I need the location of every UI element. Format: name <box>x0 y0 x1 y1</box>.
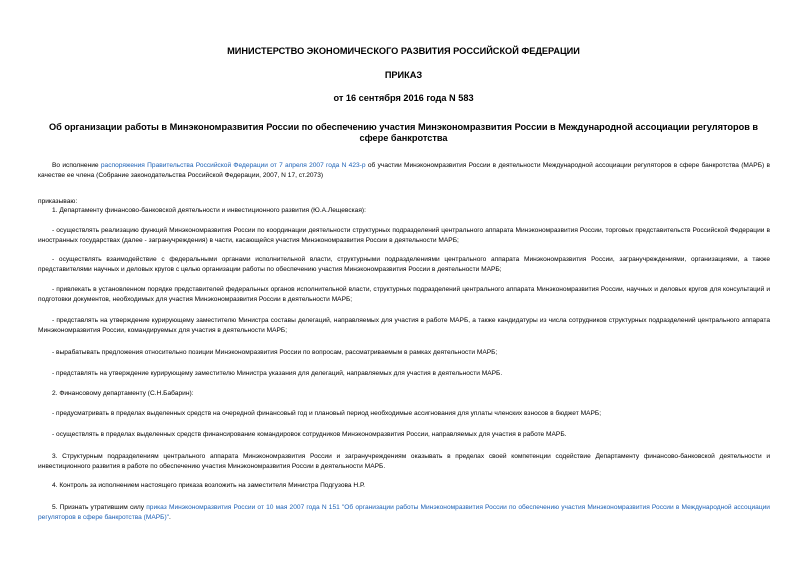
repealed-order-link[interactable]: приказ Минэкономразвития России от 10 мая 2007 года N 151 "Об организации работы Минэкономразвития России по обеспечению участия Минэкономразвития России в Международной ассоциации регуляторов в сфере банкротства (МАРБ)" <box>38 504 770 521</box>
intro-text-before: Во исполнение <box>52 162 101 169</box>
document-date-number: от 16 сентября 2016 года N 583 <box>333 93 474 103</box>
government-order-link[interactable]: распоряжения Правительства Российской Федерации от 7 апреля 2007 года N 423-р <box>100 162 366 169</box>
item-1-f: - представлять на утверждение курирующему заместителю Министра указания для делегаций, направляемых для участия в деятельности МАРБ. <box>52 370 503 377</box>
item-1-b: - осуществлять взаимодействие с федеральными органами исполнительной власти, структурными подразделениями центрального аппарата Минэкономразвития России, загранучреждениями, организациями, а также представителями научных и деловых кругов с целью организации работы по обеспечению участия Минэкономразвития России в деятельности МАРБ; <box>38 256 770 273</box>
item-1-a: - осуществлять реализацию функций Минэкономразвития России по координации деятельности структурных подразделений центрального аппарата Минэкономразвития России, торговых представительств Российской Федерации в иностранных государствах (далее - загранучреждения) в части, касающейся участия Минэкономразвития России в деятельности МАРБ; <box>38 227 770 244</box>
item-2-b: - осуществлять в пределах выделенных средств финансирование командировок сотрудников Минэкономразвития России, направляемых для участия в работе МАРБ. <box>52 431 567 438</box>
item-2-a: - предусматривать в пределах выделенных средств на очередной финансовый год и плановый период необходимые ассигнования для уплаты членских взносов в бюджет МАРБ; <box>52 410 602 417</box>
item-5-text-after: . <box>169 514 171 521</box>
document-title: Об организации работы в Минэкономразвития России по обеспечению участия Минэкономразвития России в Международной ассоциации регуляторов в сфере банкротства <box>48 122 759 143</box>
intro-text-after: об участии Минэкономразвития России в деятельности Международной ассоциации регуляторов в сфере банкротства (МАРБ) в качестве ее члена (Собрание законодательства Российской Федерации, 2007, N 17, ст.2073) <box>38 162 771 179</box>
item-1: 1. Департаменту финансово-банковской деятельности и инвестиционного развития (Ю.А.Лещевская): <box>52 207 366 214</box>
ministry-heading: МИНИСТЕРСТВО ЭКОНОМИЧЕСКОГО РАЗВИТИЯ РОССИЙСКОЙ ФЕДЕРАЦИИ <box>227 46 580 56</box>
item-4: 4. Контроль за исполнением настоящего приказа возложить на заместителя Министра Подгузова Н.Р. <box>52 482 366 489</box>
item-3: 3. Структурным подразделениям центрального аппарата Минэкономразвития России и загранучреждениям оказывать в пределах своей компетенции содействие Департаменту финансово-банковской деятельности и инвестиционного развития в работе по обеспечению участия Минэкономразвития России в деятельности МАРБ. <box>38 453 770 470</box>
document-type: ПРИКАЗ <box>384 70 423 80</box>
orders-line: приказываю: <box>38 198 78 205</box>
item-1-e: - вырабатывать предложения относительно позиции Минэкономразвития России по вопросам, рассматриваемым в рамках деятельности МАРБ; <box>52 349 498 356</box>
intro-paragraph <box>38 161 770 181</box>
item-1-c: - привлекать в установленном порядке представителей федеральных органов исполнительной власти, структурных подразделений центрального аппарата Минэкономразвития России, научных и деловых кругов для консультаций и подготовки документов, необходимых для участия Минэкономразвития России в деятельности МАРБ; <box>38 286 770 303</box>
item-1-d: - представлять на утверждение курирующему заместителю Министра составы делегаций, направляемых для участия в работе МАРБ, а также кандидатуры из числа сотрудников структурных подразделений центрального аппарата Минэкономразвития России, командируемых для участия в деятельности МАРБ; <box>38 317 770 334</box>
item-2: 2. Финансовому департаменту (С.Н.Бабарин): <box>52 390 194 397</box>
item-5-text-before: 5. Признать утратившим силу <box>52 504 147 511</box>
item-5 <box>38 503 770 523</box>
